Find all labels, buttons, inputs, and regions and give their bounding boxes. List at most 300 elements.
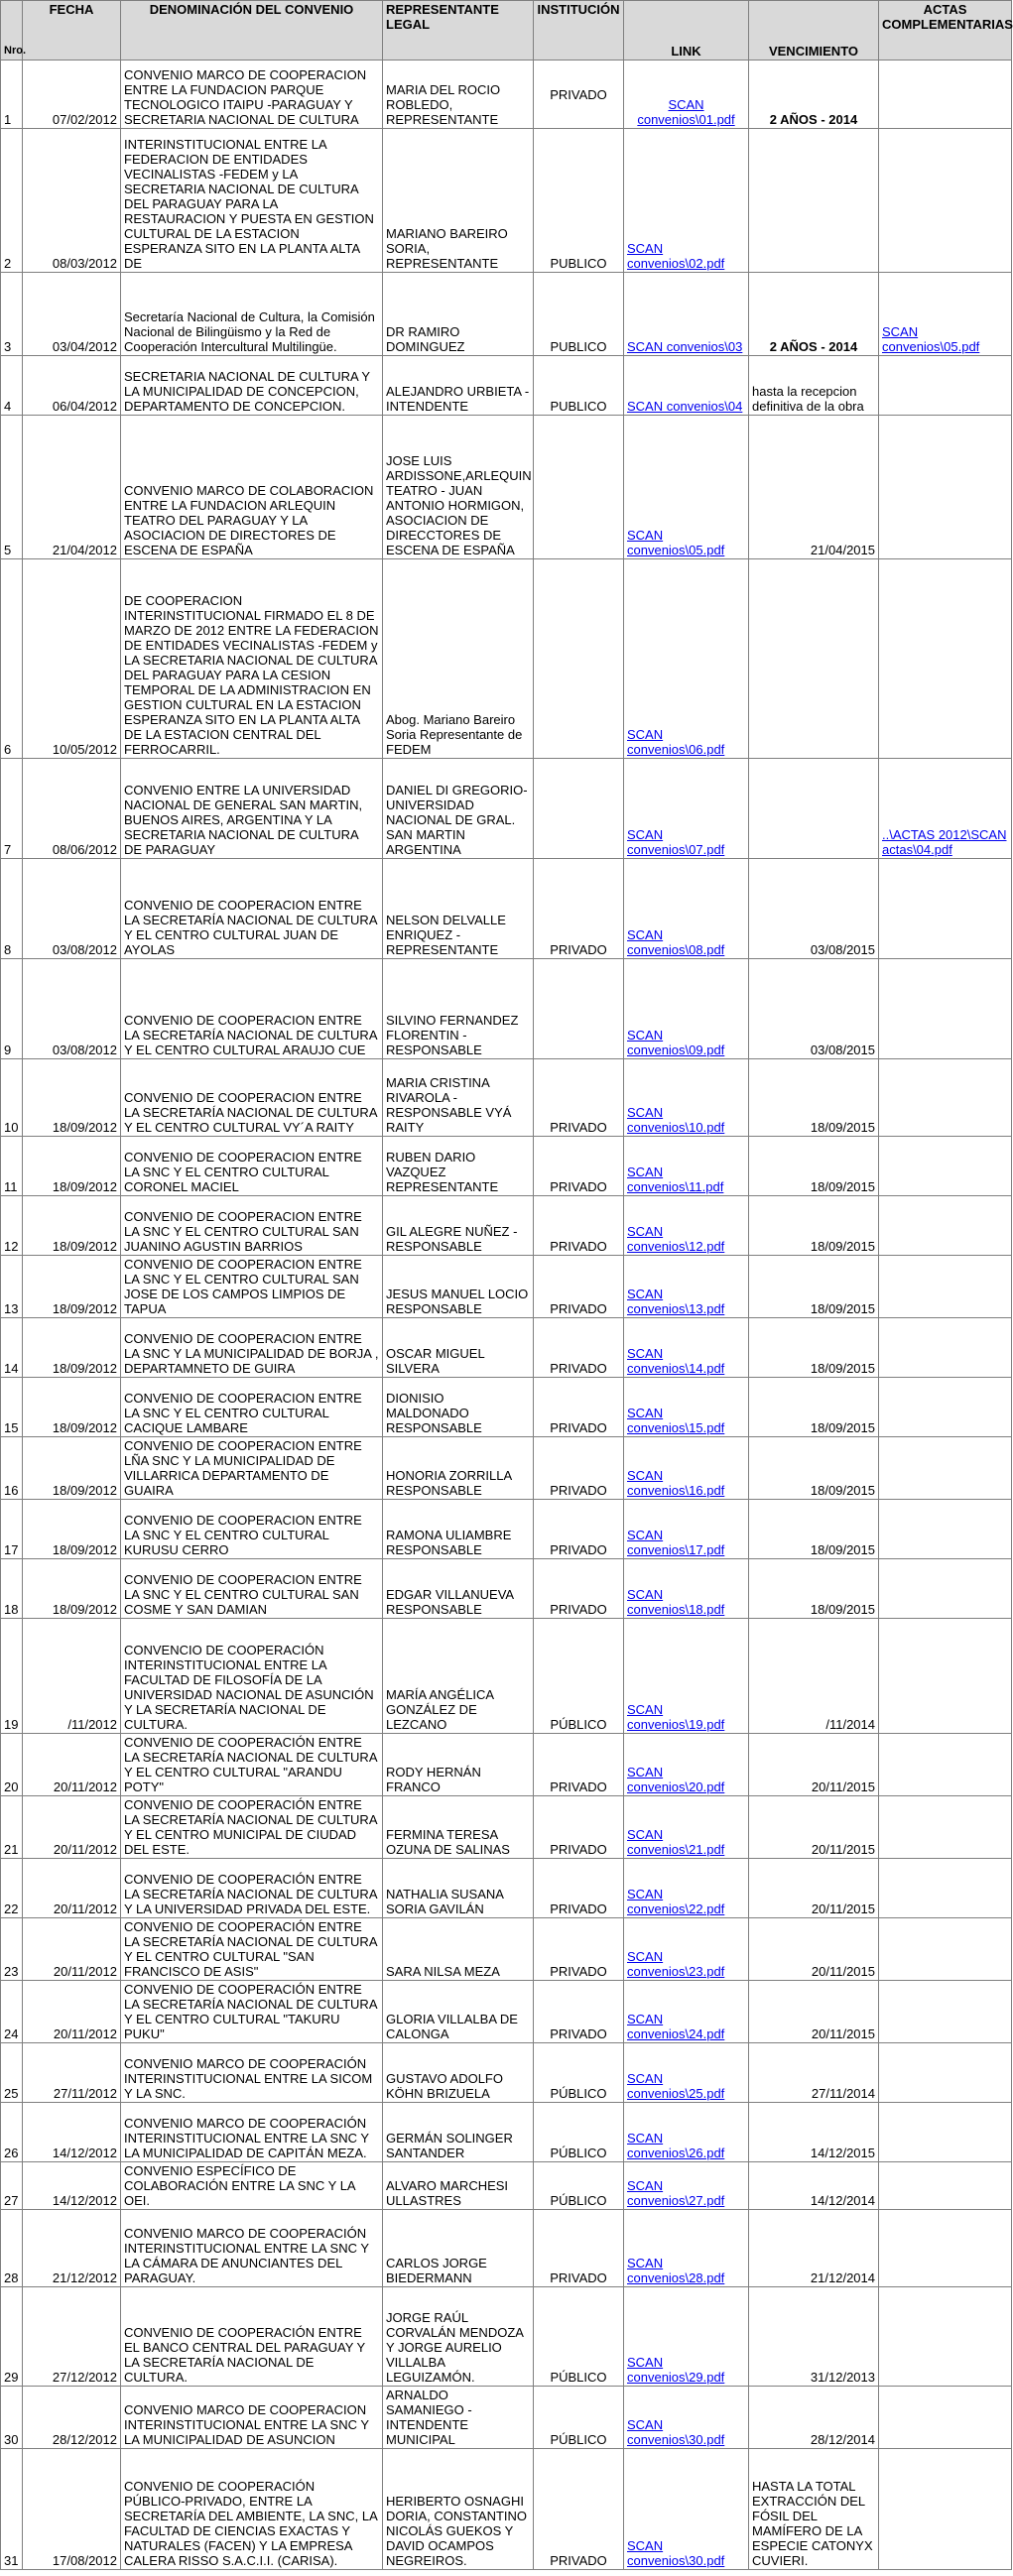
row-link-link[interactable]: SCAN convenios\30.pdf (627, 2417, 725, 2447)
row-fecha-cell (23, 1318, 121, 1378)
row-link-cell (624, 1981, 749, 2043)
row-fecha-cell (23, 2387, 121, 2449)
row-nro-cell (1, 1734, 23, 1796)
row-link-cell (624, 1437, 749, 1500)
row-link-link[interactable]: SCAN convenios\29.pdf (627, 2355, 725, 2385)
row-denominacion-text: CONVENIO DE COOPERACION ENTRE LA SECRETARÍA NACIONAL DE CULTURA Y EL CENTRO CULTURAL JUAN DE AYOLAS (124, 898, 377, 957)
row-institucion-cell (534, 1918, 624, 1981)
row-nro-cell (1, 1981, 23, 2043)
row-nro-cell (1, 2103, 23, 2162)
row-actas-cell (879, 129, 1012, 273)
table-row (1, 959, 1012, 1059)
row-institucion-cell (534, 2210, 624, 2287)
row-fecha-cell (23, 2210, 121, 2287)
table-row (1, 273, 1012, 356)
row-link-cell (624, 61, 749, 129)
row-link-cell (624, 1796, 749, 1859)
row-link-cell (624, 273, 749, 356)
row-denominacion-cell (121, 1318, 383, 1378)
row-institucion-cell (534, 1734, 624, 1796)
row-institucion-cell (534, 129, 624, 273)
row-vencimiento-text: 14/12/2014 (810, 2193, 875, 2208)
row-vencimiento-cell (749, 1981, 879, 2043)
row-institucion-text: PRIVADO (550, 942, 607, 957)
row-link-link[interactable]: SCAN convenios\16.pdf (627, 1468, 725, 1498)
row-fecha-text: 20/11/2012 (53, 1901, 117, 1916)
row-actas-cell (879, 2210, 1012, 2287)
row-institucion-text: PRIVADO (550, 1420, 607, 1435)
row-link-link[interactable]: SCAN convenios\06.pdf (627, 727, 725, 757)
row-actas-cell (879, 61, 1012, 129)
row-denominacion-text: Secretaría Nacional de Cultura, la Comisión Nacional de Bilingüismo y la Red de Cooperación Intercultural Multilingüe. (124, 309, 375, 354)
row-link-link[interactable]: SCAN convenios\26.pdf (627, 2131, 725, 2160)
row-vencimiento-text: 20/11/2015 (811, 1901, 875, 1916)
row-representante-text: ARNALDO SAMANIEGO - INTENDENTE MUNICIPAL (386, 2388, 472, 2447)
row-nro-cell (1, 1859, 23, 1918)
table-row (1, 1256, 1012, 1318)
row-institucion-text: PRIVADO (550, 2270, 607, 2285)
row-nro-cell (1, 273, 23, 356)
row-institucion-cell (534, 1559, 624, 1619)
row-vencimiento-cell (749, 1437, 879, 1500)
header-denominacion: DENOMINACIÓN DEL CONVENIO (121, 1, 383, 61)
row-denominacion-cell (121, 1137, 383, 1196)
table-row (1, 1437, 1012, 1500)
row-vencimiento-cell (749, 2387, 879, 2449)
row-nro-text: 22 (4, 1901, 19, 1916)
row-fecha-cell (23, 1734, 121, 1796)
row-fecha-cell (23, 1981, 121, 2043)
row-nro-text: 20 (4, 1779, 19, 1794)
row-link-link[interactable]: SCAN convenios\09.pdf (627, 1028, 725, 1057)
row-representante-cell (383, 859, 534, 959)
row-institucion-text: PRIVADO (550, 1901, 607, 1916)
row-fecha-cell (23, 2043, 121, 2103)
row-link-cell (624, 1318, 749, 1378)
row-denominacion-text: CONVENIO MARCO DE COOPERACION INTERINSTITUCIONAL ENTRE LA SNC Y LA MUNICIPALIDAD DE ASUNCION (124, 2402, 369, 2447)
row-denominacion-text: CONVENIO DE COOPERACIÓN ENTRE LA SECRETARÍA NACIONAL DE CULTURA Y EL CENTRO CULTURAL "TAKURU PUKU" (124, 1982, 377, 2041)
row-vencimiento-text: hasta la recepcion definitiva de la obra (752, 384, 864, 414)
row-institucion-text: PRIVADO (550, 1779, 607, 1794)
row-nro-cell (1, 1256, 23, 1318)
row-link-link[interactable]: SCAN convenios\19.pdf (627, 1702, 725, 1732)
row-fecha-text: 14/12/2012 (52, 2146, 117, 2160)
row-institucion-text: PRIVADO (550, 1361, 607, 1376)
row-fecha-text: 18/09/2012 (52, 1361, 117, 1376)
row-representante-text: SILVINO FERNANDEZ FLORENTIN - RESPONSABLE (386, 1013, 519, 1057)
row-representante-text: HERIBERTO OSNAGHI DORIA, CONSTANTINO NICOLÁS GUEKOS Y DAVID OCAMPOS NEGREIROS. (386, 2494, 528, 2568)
row-vencimiento-cell (749, 1500, 879, 1559)
row-denominacion-cell (121, 2210, 383, 2287)
row-denominacion-text: CONVENIO DE COOPERACION ENTRE LA SNC Y EL CENTRO CULTURAL CORONEL MACIEL (124, 1150, 362, 1194)
row-vencimiento-text: 28/12/2014 (810, 2432, 875, 2447)
table-row (1, 1196, 1012, 1256)
row-link-link[interactable]: SCAN convenios\10.pdf (627, 1105, 725, 1135)
row-actas-cell (879, 1500, 1012, 1559)
row-denominacion-text: CONVENIO DE COOPERACION ENTRE LA SNC Y LA MUNICIPALIDAD DE BORJA , DEPARTAMNETO DE GUIRA (124, 1331, 379, 1376)
row-vencimiento-text: 31/12/2013 (810, 2370, 875, 2385)
table-row (1, 1500, 1012, 1559)
row-vencimiento-text: 03/08/2015 (810, 942, 875, 957)
row-link-link[interactable]: SCAN convenios\17.pdf (627, 1528, 725, 1557)
row-link-link[interactable]: SCAN convenios\07.pdf (627, 827, 725, 857)
row-denominacion-text: CONVENIO DE COOPERACION ENTRE LA SNC Y EL CENTRO CULTURAL SAN JOSE DE LOS CAMPOS LIMPIOS DE TAPUA (124, 1257, 362, 1316)
row-vencimiento-cell (749, 959, 879, 1059)
row-nro-text: 25 (4, 2086, 19, 2101)
row-fecha-text: 17/08/2012 (52, 2553, 117, 2568)
row-actas-cell (879, 273, 1012, 356)
row-actas-cell (879, 2103, 1012, 2162)
row-vencimiento-cell (749, 1619, 879, 1734)
row-link-cell (624, 1500, 749, 1559)
row-denominacion-text: CONVENIO MARCO DE COLABORACION ENTRE LA FUNDACION ARLEQUIN TEATRO DEL PARAGUAY Y LA ASOCIACION DE DIRECTORES DE ESCENA DE ESPAÑA (124, 483, 374, 557)
row-institucion-text: PRIVADO (550, 2026, 607, 2041)
row-vencimiento-text: 21/12/2014 (810, 2270, 875, 2285)
row-representante-cell (383, 1500, 534, 1559)
row-actas-cell (879, 1619, 1012, 1734)
row-link-link[interactable]: SCAN convenios\13.pdf (627, 1287, 725, 1316)
row-fecha-cell (23, 1796, 121, 1859)
row-vencimiento-cell (749, 1256, 879, 1318)
row-fecha-text: 08/06/2012 (52, 842, 117, 857)
row-link-cell (624, 129, 749, 273)
row-institucion-cell (534, 273, 624, 356)
row-representante-cell (383, 2387, 534, 2449)
row-nro-cell (1, 1918, 23, 1981)
row-institucion-cell (534, 2103, 624, 2162)
row-denominacion-cell (121, 1059, 383, 1137)
row-nro-text: 6 (4, 742, 12, 757)
row-link-link[interactable]: SCAN convenios\11.pdf (627, 1165, 724, 1194)
table-row (1, 1796, 1012, 1859)
row-fecha-cell (23, 959, 121, 1059)
row-denominacion-cell (121, 1619, 383, 1734)
row-link-link[interactable]: SCAN convenios\30.pdf (627, 2538, 725, 2568)
row-institucion-cell (534, 2449, 624, 2570)
row-nro-cell (1, 1500, 23, 1559)
row-fecha-cell (23, 1137, 121, 1196)
row-nro-text: 1 (4, 112, 12, 127)
row-representante-text: MARÍA ANGÉLICA GONZÁLEZ DE LEZCANO (386, 1687, 494, 1732)
row-nro-text: 28 (4, 2270, 19, 2285)
row-actas-cell (879, 1196, 1012, 1256)
row-representante-cell (383, 2210, 534, 2287)
row-institucion-cell (534, 1318, 624, 1378)
row-nro-cell (1, 1059, 23, 1137)
row-denominacion-cell (121, 1378, 383, 1437)
row-nro-cell (1, 1137, 23, 1196)
row-representante-cell (383, 1059, 534, 1137)
row-actas-cell (879, 1137, 1012, 1196)
row-representante-text: ALVARO MARCHESI ULLASTRES (386, 2178, 509, 2208)
row-representante-text: DIONISIO MALDONADO RESPONSABLE (386, 1391, 482, 1435)
row-representante-text: DANIEL DI GREGORIO-UNIVERSIDAD NACIONAL DE GRAL. SAN MARTIN ARGENTINA (386, 783, 528, 857)
row-representante-cell (383, 2043, 534, 2103)
row-institucion-cell (534, 2387, 624, 2449)
row-link-link[interactable]: SCAN convenios\14.pdf (627, 1346, 725, 1376)
row-representante-cell (383, 2162, 534, 2210)
row-vencimiento-cell (749, 1918, 879, 1981)
row-denominacion-cell (121, 2103, 383, 2162)
row-fecha-text: 20/11/2012 (53, 2026, 117, 2041)
table-row (1, 1734, 1012, 1796)
row-denominacion-cell (121, 759, 383, 859)
row-vencimiento-text: 18/09/2015 (810, 1361, 875, 1376)
row-institucion-text: PRIVADO (550, 1964, 607, 1979)
row-nro-text: 10 (4, 1120, 19, 1135)
row-nro-text: 23 (4, 1964, 19, 1979)
row-denominacion-text: CONVENIO DE COOPERACION ENTRE LA SNC Y EL CENTRO CULTURAL SAN JUANINO AGUSTIN BARRIOS (124, 1209, 362, 1254)
row-fecha-text: 20/11/2012 (53, 1779, 117, 1794)
header-vencimiento: VENCIMIENTO (749, 1, 879, 61)
row-denominacion-cell (121, 1256, 383, 1318)
row-nro-cell (1, 129, 23, 273)
row-representante-text: MARIA CRISTINA RIVAROLA - RESPONSABLE VYÁ RAITY (386, 1075, 512, 1135)
row-institucion-text: PRIVADO (550, 2553, 607, 2568)
row-institucion-cell (534, 356, 624, 416)
table-row (1, 2162, 1012, 2210)
row-nro-cell (1, 2449, 23, 2570)
row-denominacion-text: CONVENIO DE COOPERACION ENTRE LA SECRETARÍA NACIONAL DE CULTURA Y EL CENTRO CULTURAL ARAUJO CUE (124, 1013, 377, 1057)
row-vencimiento-cell (749, 1796, 879, 1859)
row-vencimiento-cell (749, 1318, 879, 1378)
row-link-link[interactable]: SCAN convenios\23.pdf (627, 1949, 725, 1979)
row-vencimiento-text: /11/2014 (825, 1717, 875, 1732)
table-row (1, 356, 1012, 416)
row-actas-cell (879, 2043, 1012, 2103)
row-institucion-cell (534, 1619, 624, 1734)
row-representante-cell (383, 959, 534, 1059)
row-vencimiento-text: 03/08/2015 (810, 1043, 875, 1057)
row-denominacion-cell (121, 959, 383, 1059)
row-fecha-cell (23, 1859, 121, 1918)
row-link-cell (624, 859, 749, 959)
row-fecha-cell (23, 1500, 121, 1559)
row-denominacion-text: CONVENIO DE COOPERACION ENTRE LA SNC Y EL CENTRO CULTURAL SAN COSME Y SAN DAMIAN (124, 1572, 362, 1617)
row-vencimiento-cell (749, 2210, 879, 2287)
row-fecha-text: 18/09/2012 (52, 1542, 117, 1557)
row-link-link[interactable]: SCAN convenios\28.pdf (627, 2256, 725, 2285)
row-link-link[interactable]: SCAN convenios\15.pdf (627, 1406, 725, 1435)
row-representante-text: GIL ALEGRE NUÑEZ - RESPONSABLE (386, 1224, 518, 1254)
table-row (1, 559, 1012, 759)
row-denominacion-cell (121, 1559, 383, 1619)
row-link-link[interactable]: SCAN convenios\03 (627, 339, 743, 354)
row-denominacion-cell (121, 61, 383, 129)
row-representante-cell (383, 1378, 534, 1437)
row-representante-text: CARLOS JORGE BIEDERMANN (386, 2256, 487, 2285)
row-vencimiento-text: 18/09/2015 (810, 1179, 875, 1194)
row-institucion-text: PÚBLICO (550, 2193, 607, 2208)
row-nro-cell (1, 2287, 23, 2387)
row-representante-cell (383, 129, 534, 273)
row-link-link[interactable]: SCAN convenios\24.pdf (627, 2012, 725, 2041)
row-institucion-text: PÚBLICO (550, 2432, 607, 2447)
row-representante-text: ALEJANDRO URBIETA - INTENDENTE (386, 384, 530, 414)
row-denominacion-cell (121, 2449, 383, 2570)
row-link-link[interactable]: SCAN convenios\25.pdf (627, 2071, 725, 2101)
table-row (1, 1559, 1012, 1619)
row-denominacion-text: CONVENIO DE COOPERACIÓN ENTRE LA SECRETARÍA NACIONAL DE CULTURA Y EL CENTRO CULTURAL "ARANDU POTY" (124, 1735, 377, 1794)
row-link-link[interactable]: SCAN convenios\22.pdf (627, 1887, 725, 1916)
row-nro-text: 15 (4, 1420, 19, 1435)
row-link-cell (624, 1559, 749, 1619)
row-fecha-cell (23, 2103, 121, 2162)
row-denominacion-text: CONVENIO MARCO DE COOPERACIÓN INTERINSTITUCIONAL ENTRE LA SNC Y LA MUNICIPALIDAD DE CAPITÁN MEZA. (124, 2116, 369, 2160)
row-link-cell (624, 1859, 749, 1918)
row-denominacion-cell (121, 1981, 383, 2043)
row-link-link[interactable]: SCAN convenios\21.pdf (627, 1827, 725, 1857)
row-actas-link[interactable]: ..\ACTAS 2012\SCAN actas\04.pdf (882, 827, 1007, 857)
row-link-cell (624, 559, 749, 759)
row-institucion-text: PRIVADO (550, 1239, 607, 1254)
row-nro-text: 4 (4, 399, 12, 414)
row-link-cell (624, 1619, 749, 1734)
row-representante-text: RAMONA ULIAMBRE RESPONSABLE (386, 1528, 512, 1557)
row-denominacion-text: CONVENIO MARCO DE COOPERACION ENTRE LA FUNDACION PARQUE TECNOLOGICO ITAIPU -PARAGUAY Y SECRETARIA NACIONAL DE CULTURA (124, 67, 367, 127)
row-link-link[interactable]: SCAN convenios\12.pdf (627, 1224, 725, 1254)
row-vencimiento-text: 18/09/2015 (810, 1483, 875, 1498)
table-row (1, 859, 1012, 959)
row-link-cell (624, 759, 749, 859)
row-representante-cell (383, 1318, 534, 1378)
row-fecha-cell (23, 1918, 121, 1981)
row-vencimiento-cell (749, 2162, 879, 2210)
row-denominacion-text: CONVENIO MARCO DE COOPERACIÓN INTERINSTITUCIONAL ENTRE LA SICOM Y LA SNC. (124, 2056, 373, 2101)
row-denominacion-text: SECRETARIA NACIONAL DE CULTURA Y LA MUNICIPALIDAD DE CONCEPCION, DEPARTAMENTO DE CONCEPCION. (124, 369, 370, 414)
row-link-link[interactable]: SCAN convenios\18.pdf (627, 1587, 725, 1617)
row-vencimiento-text: 2 AÑOS - 2014 (769, 112, 858, 127)
row-nro-cell (1, 61, 23, 129)
row-vencimiento-cell (749, 356, 879, 416)
row-representante-text: GLORIA VILLALBA DE CALONGA (386, 2012, 518, 2041)
row-institucion-text: PRIVADO (550, 1179, 607, 1194)
row-fecha-cell (23, 559, 121, 759)
row-denominacion-text: CONVENCIO DE COOPERACIÓN INTERINSTITUCIONAL ENTRE LA FACULTAD DE FILOSOFÍA DE LA UNIVERSIDAD NACIONAL DE ASUNCIÓN Y LA SECRETARÍA NACIONAL DE CULTURA. (124, 1643, 374, 1732)
row-institucion-cell (534, 2043, 624, 2103)
row-vencimiento-text: 20/11/2015 (811, 1779, 875, 1794)
row-vencimiento-cell (749, 2103, 879, 2162)
row-link-link[interactable]: SCAN convenios\20.pdf (627, 1765, 725, 1794)
row-denominacion-cell (121, 416, 383, 559)
table-row (1, 1318, 1012, 1378)
row-fecha-text: 18/09/2012 (52, 1420, 117, 1435)
row-representante-cell (383, 1734, 534, 1796)
row-actas-cell (879, 1796, 1012, 1859)
row-nro-cell (1, 1378, 23, 1437)
row-representante-text: SARA NILSA MEZA (386, 1964, 500, 1979)
row-nro-text: 11 (4, 1179, 18, 1194)
row-vencimiento-text: 20/11/2015 (811, 1842, 875, 1857)
row-nro-text: 16 (4, 1483, 19, 1498)
row-representante-text: MARIA DEL ROCIO ROBLEDO, REPRESENTANTE (386, 82, 501, 127)
row-link-link[interactable]: SCAN convenios\04 (627, 399, 743, 414)
row-vencimiento-cell (749, 273, 879, 356)
row-representante-text: JESUS MANUEL LOCIO RESPONSABLE (386, 1287, 529, 1316)
row-link-link[interactable]: SCAN convenios\01.pdf (637, 97, 735, 127)
table-row (1, 129, 1012, 273)
table-row (1, 2287, 1012, 2387)
table-row (1, 61, 1012, 129)
row-fecha-cell (23, 1378, 121, 1437)
row-vencimiento-cell (749, 61, 879, 129)
header-actas: ACTAS COMPLEMENTARIAS (879, 1, 1012, 61)
row-institucion-text: PRIVADO (550, 1120, 607, 1135)
row-vencimiento-text: 18/09/2015 (810, 1239, 875, 1254)
row-link-link[interactable]: SCAN convenios\05.pdf (627, 528, 725, 557)
row-vencimiento-cell (749, 1378, 879, 1437)
row-nro-cell (1, 1196, 23, 1256)
table-row (1, 1137, 1012, 1196)
row-representante-cell (383, 1619, 534, 1734)
row-fecha-text: 03/08/2012 (52, 942, 117, 957)
row-institucion-text: PUBLICO (550, 399, 607, 414)
row-fecha-text: 27/11/2012 (53, 2086, 117, 2101)
row-link-link[interactable]: SCAN convenios\02.pdf (627, 241, 725, 271)
row-fecha-cell (23, 129, 121, 273)
row-denominacion-cell (121, 2162, 383, 2210)
row-representante-cell (383, 356, 534, 416)
row-vencimiento-text: 27/11/2014 (811, 2086, 875, 2101)
row-nro-cell (1, 1437, 23, 1500)
row-institucion-cell (534, 1196, 624, 1256)
row-nro-cell (1, 356, 23, 416)
row-link-link[interactable]: SCAN convenios\27.pdf (627, 2178, 725, 2208)
row-vencimiento-cell (749, 759, 879, 859)
row-denominacion-text: CONVENIO DE COOPERACION ENTRE LA SNC Y EL CENTRO CULTURAL KURUSU CERRO (124, 1513, 362, 1557)
row-denominacion-cell (121, 2043, 383, 2103)
row-denominacion-text: CONVENIO DE COOPERACIÓN ENTRE LA SECRETARÍA NACIONAL DE CULTURA Y LA UNIVERSIDAD PRIVADA DEL ESTE. (124, 1872, 377, 1916)
row-vencimiento-cell (749, 2449, 879, 2570)
row-institucion-cell (534, 61, 624, 129)
row-actas-cell (879, 356, 1012, 416)
row-nro-cell (1, 416, 23, 559)
header-row (1, 1, 1012, 61)
row-nro-text: 2 (4, 256, 12, 271)
row-vencimiento-cell (749, 129, 879, 273)
table-row (1, 1918, 1012, 1981)
row-representante-cell (383, 1918, 534, 1981)
row-link-cell (624, 1918, 749, 1981)
row-link-cell (624, 2387, 749, 2449)
row-fecha-text: 18/09/2012 (52, 1179, 117, 1194)
row-denominacion-cell (121, 1734, 383, 1796)
table-row (1, 2043, 1012, 2103)
row-institucion-cell (534, 1437, 624, 1500)
row-representante-text: OSCAR MIGUEL SILVERA (386, 1346, 485, 1376)
row-denominacion-cell (121, 1500, 383, 1559)
row-denominacion-text: CONVENIO DE COOPERACIÓN ENTRE LA SECRETARÍA NACIONAL DE CULTURA Y EL CENTRO MUNICIPAL DE CIUDAD DEL ESTE. (124, 1797, 377, 1857)
row-representante-text: NELSON DELVALLE ENRIQUEZ - REPRESENTANTE (386, 913, 506, 957)
header-representante: REPRESENTANTE LEGAL (383, 1, 534, 61)
row-denominacion-cell (121, 2287, 383, 2387)
row-fecha-text: 18/09/2012 (52, 1483, 117, 1498)
row-actas-cell (879, 1981, 1012, 2043)
row-vencimiento-text: 18/09/2015 (810, 1602, 875, 1617)
table-row (1, 1859, 1012, 1918)
row-link-cell (624, 356, 749, 416)
row-representante-cell (383, 2287, 534, 2387)
row-link-link[interactable]: SCAN convenios\08.pdf (627, 927, 725, 957)
row-nro-text: 14 (4, 1361, 19, 1376)
row-representante-cell (383, 759, 534, 859)
row-vencimiento-cell (749, 1059, 879, 1137)
row-fecha-cell (23, 61, 121, 129)
row-actas-cell (879, 859, 1012, 959)
row-actas-link[interactable]: SCAN convenios\05.pdf (882, 324, 980, 354)
row-actas-cell (879, 959, 1012, 1059)
table-row (1, 1981, 1012, 2043)
